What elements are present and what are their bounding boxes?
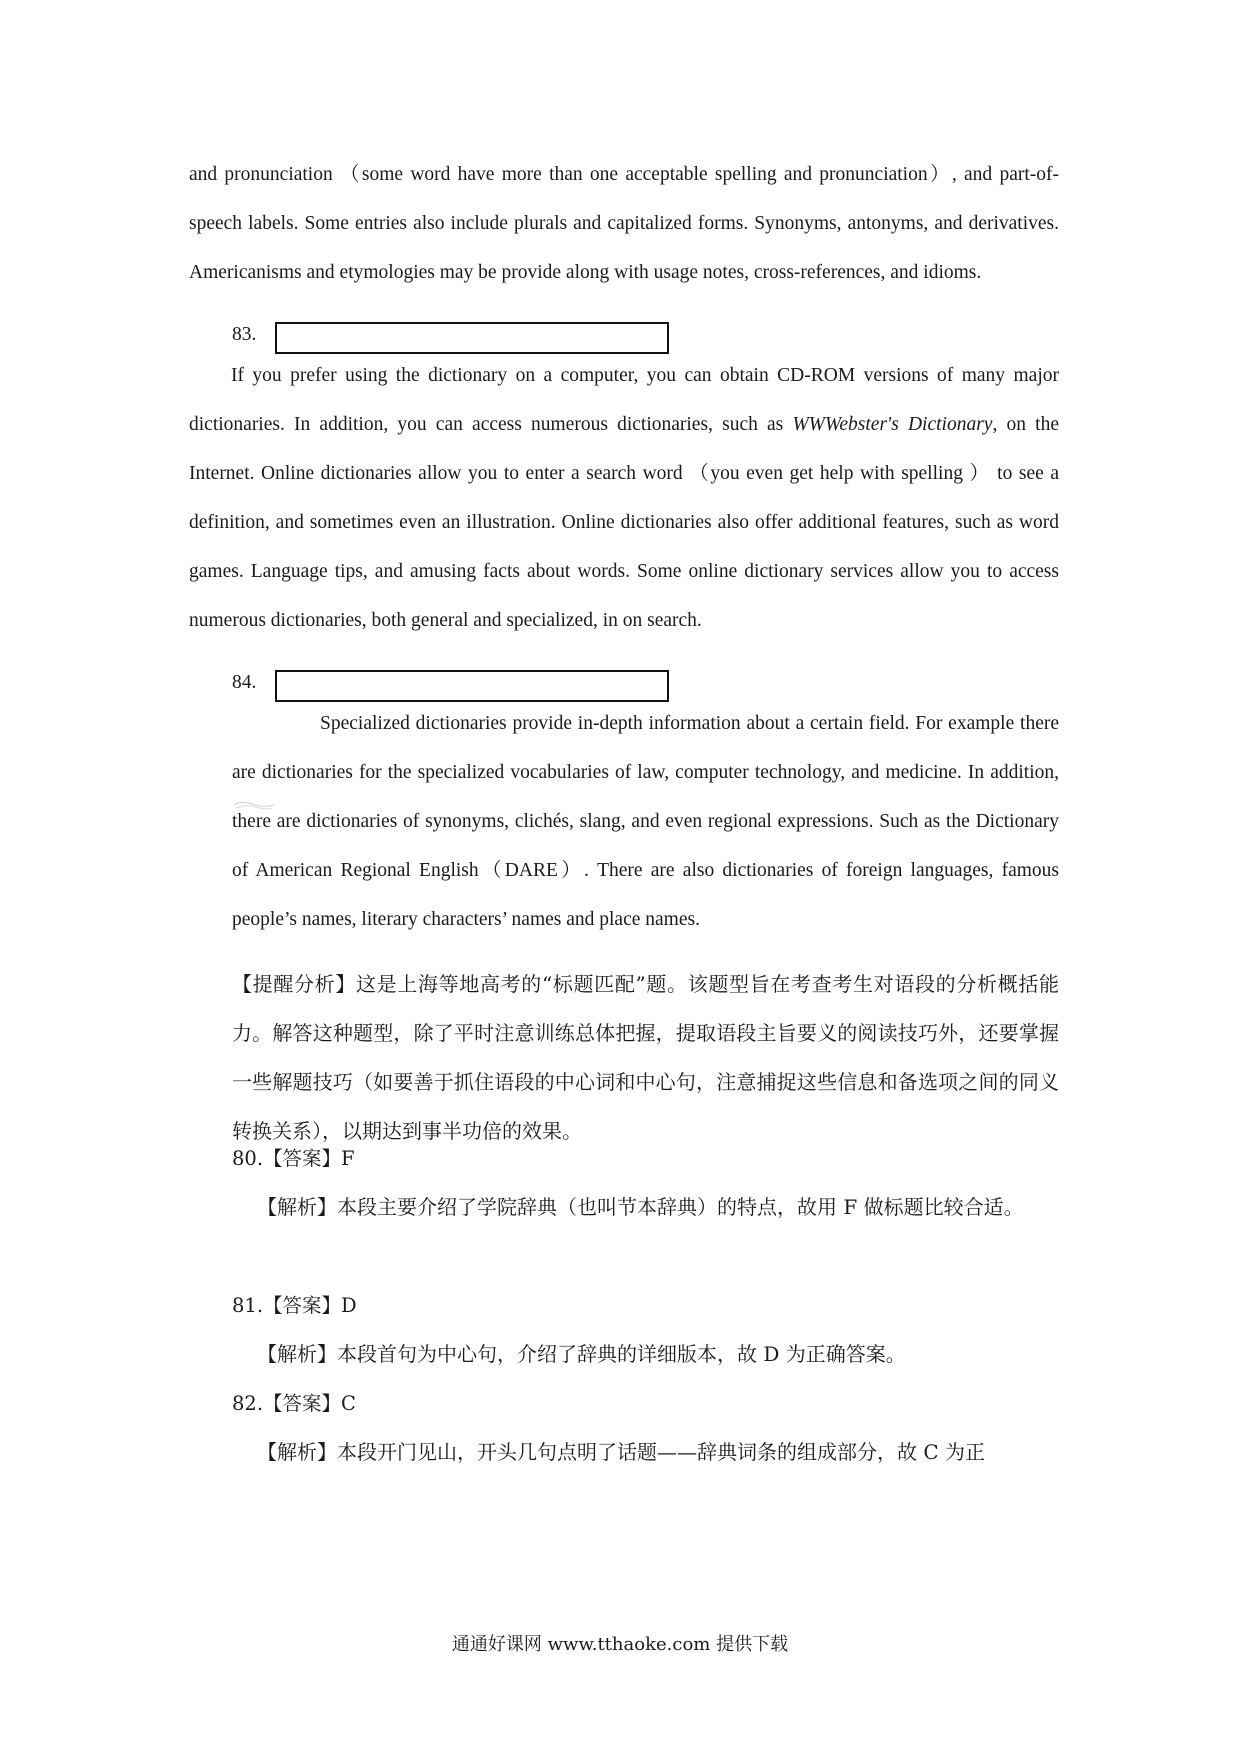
analysis-tip: 【提醒分析】这是上海等地高考的“标题匹配”题。该题型旨在考查考生对语段的分析概括能力。解答这种题型，除了平时注意训练总体把握，提取语段主旨要义的阅读技巧外，还要掌握一些解题技巧（如要善于抓住语段的中心词和中心句，注意捕捉这些信息和备选项之间的同义转换关系），以期达到事半功倍的效果。 [232, 972, 1059, 1143]
paragraph-83-text-a: If you prefer using the dictionary on a computer, you can obtain CD-ROM versions of many major dictionaries. In addition, you can access numerous dictionaries, such as [189, 365, 1059, 435]
paragraph-83-text-b: , on the Internet. Online dictionaries allow you to enter a search word （you even get help with spelling ） to see a definition, and sometimes even an illustration. Online dictionaries also offer additional features, such as word games. Language tips, and amusing facts about words. Some online dictionary services allow you to access numerous dictionaries, both general and specialized, in on search. [189, 414, 1059, 631]
answer-80-explanation: 【解析】本段主要介绍了学院辞典（也叫节本辞典）的特点，故用 F 做标题比较合适。 [257, 1195, 1024, 1219]
paragraph-entry-components: and pronunciation （some word have more than one acceptable spelling and pronunciation）, and part-of-speech labels. Some entries also include plurals and capitalized forms. Synonyms, antonyms, and derivatives. Americanisms and etymologies may be provide along with usage notes, cross-references, and idioms. [189, 164, 1059, 283]
question-84-number: 84. [232, 672, 257, 693]
question-83-number: 83. [232, 324, 257, 345]
paragraph-online-dictionaries [189, 351, 1059, 645]
answer-81-explanation: 【解析】本段首句为中心句，介绍了辞典的详细版本，故 D 为正确答案。 [257, 1342, 906, 1366]
paragraph-specialized-dictionaries: Specialized dictionaries provide in-depth information about a certain field. For example there are dictionaries for the specialized vocabularies of law, computer technology, and medicine. In addition, there are dictionaries of synonyms, clichés, slang, and even regional expressions. Such as the Dictionary of American Regional English（DARE）. There are also dictionaries of foreign languages, famous people’s names, literary characters’ names and place names. [232, 713, 1059, 930]
question-83-answer-box[interactable] [275, 322, 669, 354]
page-footer: 通通好课网 www.tthaoke.com 提供下载 [451, 1634, 789, 1655]
question-84-answer-box[interactable] [275, 670, 669, 702]
answer-82-label: 82.【答案】C [232, 1392, 356, 1415]
answer-82-explanation: 【解析】本段开门见山，开头几句点明了话题——辞典词条的组成部分，故 C 为正 [257, 1440, 986, 1464]
answer-80-label: 80.【答案】F [232, 1147, 355, 1170]
dictionary-title: WWWebster's Dictionary [792, 414, 993, 435]
answer-81-label: 81.【答案】D [232, 1294, 357, 1317]
